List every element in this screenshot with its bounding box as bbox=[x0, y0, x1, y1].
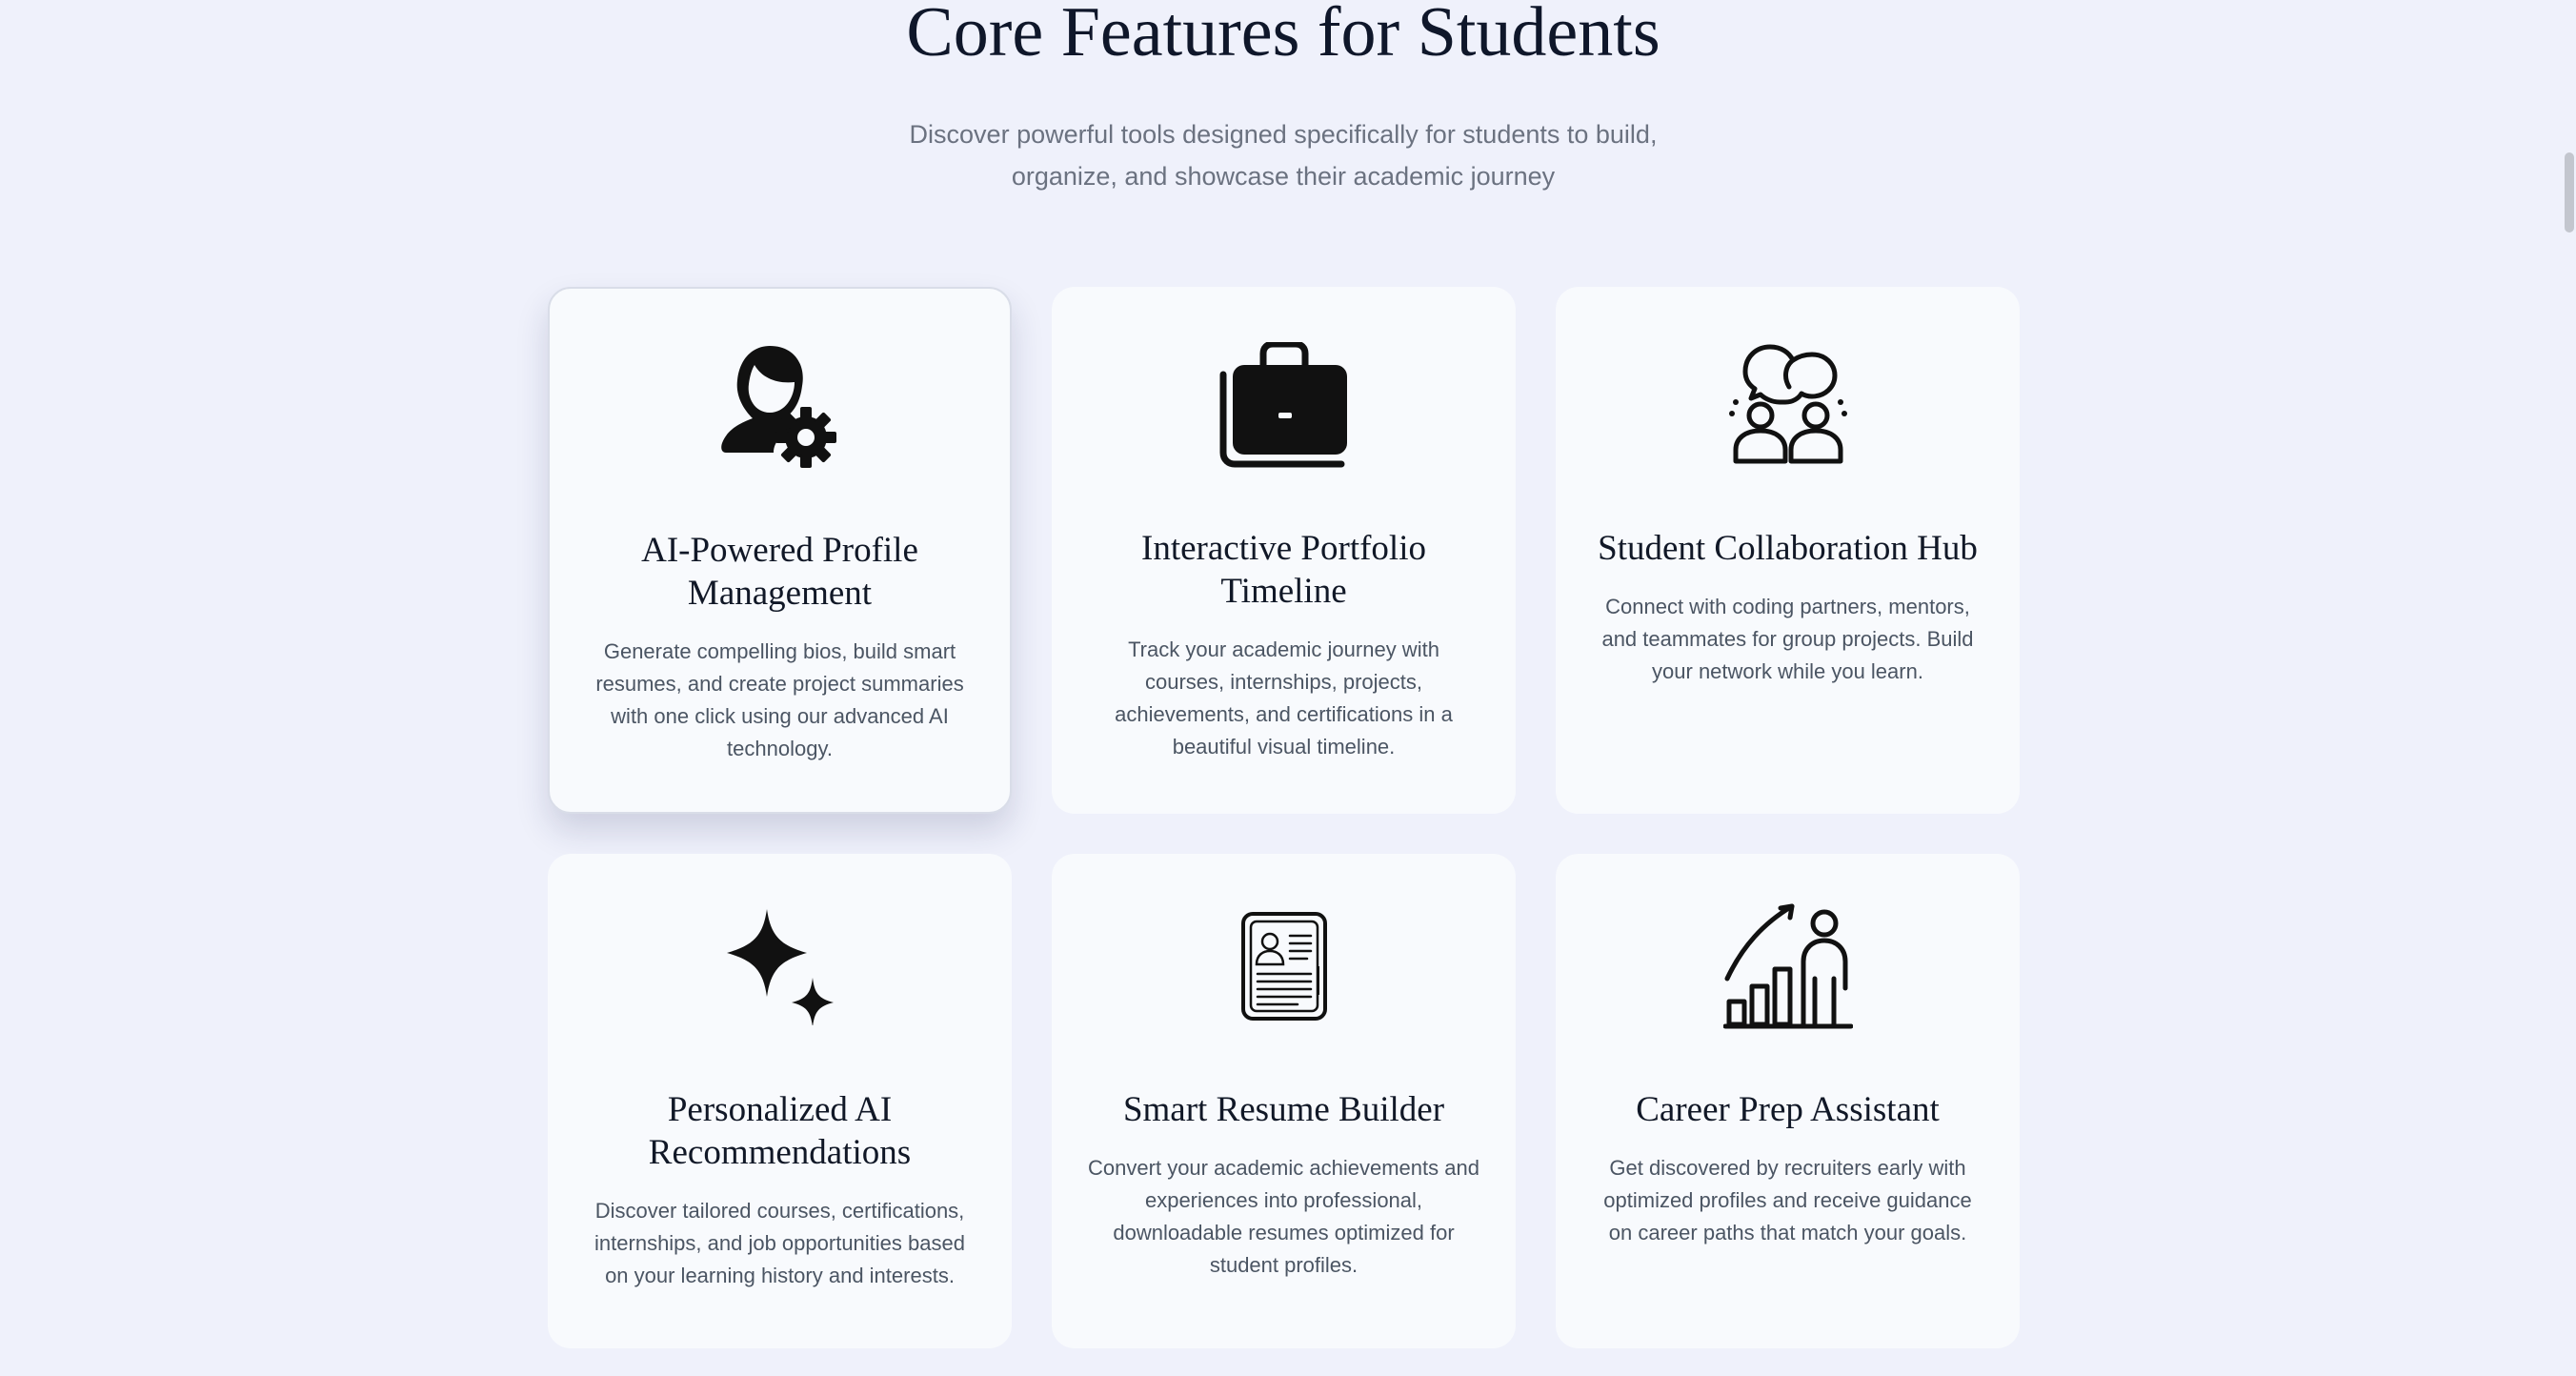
sparkles-icon bbox=[582, 901, 977, 1031]
scrollbar-thumb[interactable] bbox=[2565, 152, 2574, 233]
feature-card-portfolio-timeline[interactable] bbox=[1052, 287, 1516, 814]
feature-description: Generate compelling bios, build smart resumes, and create project summaries with one click using our advanced AI technology. bbox=[595, 639, 964, 760]
career-growth-icon bbox=[1590, 901, 1985, 1031]
feature-title: Career Prep Assistant bbox=[1636, 1090, 1940, 1129]
features-grid bbox=[548, 287, 2020, 1348]
collaboration-icon bbox=[1590, 340, 1985, 470]
feature-description: Connect with coding partners, mentors, and teammates for group projects. Build your network while you learn. bbox=[1601, 595, 1974, 683]
feature-title: Personalized AI Recommendations bbox=[648, 1090, 912, 1172]
section-title: Core Features for Students bbox=[906, 0, 1660, 71]
feature-card-ai-recommendations[interactable] bbox=[548, 854, 1012, 1348]
feature-card-resume-builder[interactable] bbox=[1052, 854, 1516, 1348]
feature-description: Get discovered by recruiters early with optimized profiles and receive guidance on career paths that match your goals. bbox=[1603, 1156, 1972, 1244]
resume-document-icon bbox=[1086, 901, 1481, 1031]
feature-title: AI-Powered Profile Management bbox=[641, 531, 918, 613]
feature-title: Interactive Portfolio Timeline bbox=[1141, 529, 1426, 611]
briefcase-icon bbox=[1086, 340, 1481, 470]
section-subtitle: Discover powerful tools designed specifically for students to build, organize, and showcase their academic journey bbox=[909, 120, 1658, 191]
feature-card-ai-profile[interactable] bbox=[548, 287, 1012, 814]
feature-description: Track your academic journey with courses, internships, projects, achievements, and certifications in a beautiful visual timeline. bbox=[1115, 637, 1453, 759]
feature-description: Discover tailored courses, certifications, internships, and job opportunities based on your learning history and interests. bbox=[594, 1199, 965, 1287]
feature-card-career-prep[interactable] bbox=[1556, 854, 2020, 1348]
profile-gear-icon bbox=[584, 342, 976, 472]
feature-description: Convert your academic achievements and experiences into professional, downloadable resumes optimized for student profiles. bbox=[1088, 1156, 1479, 1277]
feature-title: Student Collaboration Hub bbox=[1598, 529, 1978, 568]
feature-title: Smart Resume Builder bbox=[1122, 1090, 1445, 1129]
feature-card-collaboration-hub[interactable] bbox=[1556, 287, 2020, 814]
page-scrollbar[interactable] bbox=[2563, 0, 2576, 1376]
